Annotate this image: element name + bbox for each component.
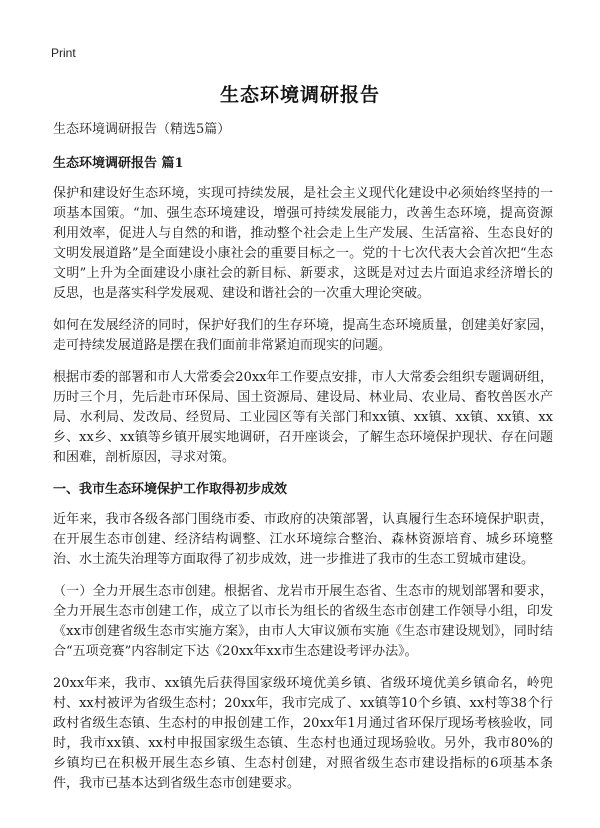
document-subtitle: 生态环境调研报告（精选5篇） [53, 122, 231, 137]
body-paragraph: 20xx年来，我市、xx镇先后获得国家级环境优美乡镇、省级环境优美乡镇命名，岭兜村、xx村被评为省级生态村；20xx年，我市完成了、xx镇等10个乡镇、xx村等38个行政村省级生态镇、生态村的申报创建工作，20xx年1月通过省环保厅现场考核验收，同时，我市xx镇、xx村申报国家级生态镇、生态村也通过现场验收。另外，我市80%的乡镇均已在积极开展生态乡镇、生态村创建，对照省级生态市建设指标的6项基本条件，我市已基本达到省级生态市创建要求。 [53, 676, 553, 791]
intro-paragraph: 保护和建设好生态环境，实现可持续发展，是社会主义现代化建设中必须始终坚持的一项基本国策。“加、强生态环境建设，增强可持续发展能力，改善生态环境，提高资源利用效率，促进人与自然的和谐，推动整个社会走上生产发展、生活富裕、生态良好的文明发展道路”是全面建设小康社会的重要目标之一。党的十七次代表大会首次把“生态文明”上升为全面建设小康社会的新目标、新要求，这既是对过去片面追求经济增长的反思，也是落实科学发展观、建设和谐社会的一次重大理论突破。 [53, 186, 553, 301]
body-paragraph: 近年来，我市各级各部门围绕市委、市政府的决策部署，认真履行生态环境保护职责，在开展生态市创建、经济结构调整、江水环境综合整治、森林资源培育、城乡环境整治、水土流失治理等方面取得了初步成效，进一步推进了我市的生态工贸城市建设。 [53, 512, 553, 567]
section-heading: 生态环境调研报告 篇1 [53, 156, 184, 171]
document-title: 生态环境调研报告 [219, 84, 380, 106]
print-label: Print [51, 46, 76, 60]
intro-paragraph: 如何在发展经济的同时，保护好我们的生存环境，提高生态环境质量，创建美好家园，走可持续发展道路是摆在我们面前非常紧迫而现实的问题。 [53, 318, 553, 353]
body-paragraph: （一）全力开展生态市创建。根据省、龙岩市开展生态省、生态市的规划部署和要求，全力开展生态市创建工作，成立了以市长为组长的省级生态市创建工作领导小组，印发《xx市创建省级生态市实施方案》，由市人大审议颁布实施《生态市建设规划》，同时结合“五项竞赛”内容制定下达《20xx年xx市生态建设考评办法》。 [53, 584, 553, 659]
document-content [53, 120, 553, 804]
subsection-heading: 一、我市生态环境保护工作取得初步成效 [53, 482, 288, 497]
intro-paragraph: 根据市委的部署和市人大常委会20xx年工作要点安排，市人大常委会组织专题调研组，历时三个月，先后赴市环保局、国土资源局、建设局、林业局、农业局、畜牧兽医水产局、水利局、发改局、经贸局、工业园区等有关部门和xx镇、xx镇、xx镇、xx镇、xx乡、xx乡、xx镇等乡镇开展实地调研，召开座谈会，了解生态环境保护现状、存在问题和困难，剖析原因，寻求对策。 [53, 370, 553, 465]
